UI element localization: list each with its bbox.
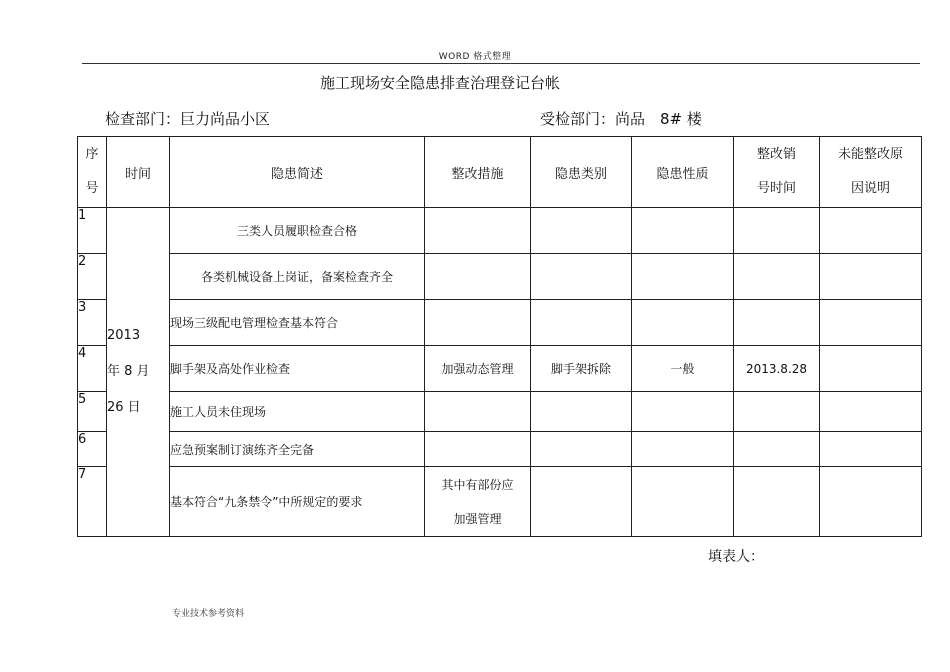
row-index: 1 xyxy=(78,208,107,254)
row-index: 6 xyxy=(78,432,107,467)
date-month: 年 8 月 xyxy=(107,364,150,379)
row-measures-line2: 加强管理 xyxy=(453,511,502,526)
page-footer: 专业技术参考资料 xyxy=(172,609,245,619)
inspection-date xyxy=(107,208,170,537)
row-measures: 加强动态管理 xyxy=(425,346,531,392)
date-day: 26 日 xyxy=(107,400,141,415)
row-measures xyxy=(425,300,531,346)
row-measures xyxy=(425,467,531,537)
date-year: 2013 xyxy=(107,328,141,343)
row-description: 现场三级配电管理检查基本符合 xyxy=(170,300,425,346)
row-reason xyxy=(820,432,922,467)
row-reason xyxy=(820,467,922,537)
form-filler-label: 填表人： xyxy=(708,549,764,565)
row-description: 施工人员未住现场 xyxy=(170,392,425,432)
header-rule xyxy=(82,63,920,64)
row-rectify-time xyxy=(734,467,820,537)
row-measures xyxy=(425,254,531,300)
row-category: 脚手架拆除 xyxy=(531,346,632,392)
row-index: 2 xyxy=(78,254,107,300)
table-row xyxy=(78,432,922,467)
row-reason xyxy=(820,208,922,254)
row-nature: 一般 xyxy=(632,346,734,392)
inspected-department: 受检部门：尚品 8# 楼 xyxy=(540,110,702,128)
header-category: 隐患类别 xyxy=(531,137,632,208)
table-header-row xyxy=(78,137,922,208)
row-description: 基本符合“九条禁令”中所规定的要求 xyxy=(170,467,425,537)
header-time: 时间 xyxy=(107,137,170,208)
header-description: 隐患简述 xyxy=(170,137,425,208)
page-header: WORD 格式整理 xyxy=(438,52,512,62)
row-category xyxy=(531,467,632,537)
header-reason xyxy=(820,137,922,208)
header-index-line1: 序 xyxy=(85,147,99,162)
row-measures xyxy=(425,432,531,467)
row-nature xyxy=(632,254,734,300)
document-title: 施工现场安全隐患排查治理登记台帐 xyxy=(319,74,560,92)
row-rectify-time xyxy=(734,208,820,254)
row-measures xyxy=(425,392,531,432)
table-row xyxy=(78,300,922,346)
row-rectify-time xyxy=(734,254,820,300)
header-reason-line1: 未能整改原 xyxy=(837,147,903,162)
row-category xyxy=(531,208,632,254)
header-index-line2: 号 xyxy=(85,181,99,196)
row-rectify-time xyxy=(734,392,820,432)
header-rectify-time xyxy=(734,137,820,208)
header-nature: 隐患性质 xyxy=(632,137,734,208)
row-category xyxy=(531,254,632,300)
row-nature xyxy=(632,208,734,254)
row-rectify-time xyxy=(734,300,820,346)
inspect-department: 检查部门：巨力尚品小区 xyxy=(105,110,271,128)
row-nature xyxy=(632,432,734,467)
header-rectify-time-line1: 整改销 xyxy=(756,147,796,162)
row-index: 3 xyxy=(78,300,107,346)
header-index xyxy=(78,137,107,208)
header-measures: 整改措施 xyxy=(425,137,531,208)
row-index: 4 xyxy=(78,346,107,392)
row-category xyxy=(531,432,632,467)
row-index: 7 xyxy=(78,467,107,537)
row-nature xyxy=(632,467,734,537)
hazard-ledger-table xyxy=(77,136,922,537)
table-row xyxy=(78,208,922,254)
row-reason xyxy=(820,346,922,392)
row-reason xyxy=(820,392,922,432)
header-rectify-time-line2: 号时间 xyxy=(756,181,796,196)
row-category xyxy=(531,392,632,432)
row-description: 应急预案制订演练齐全完备 xyxy=(170,432,425,467)
table-row xyxy=(78,254,922,300)
row-reason xyxy=(820,254,922,300)
table-row xyxy=(78,392,922,432)
table-row xyxy=(78,467,922,537)
row-measures-line1: 其中有部份应 xyxy=(441,477,514,492)
header-reason-line2: 因说明 xyxy=(850,181,890,196)
row-description: 脚手架及高处作业检查 xyxy=(170,346,425,392)
row-description: 三类人员履职检查合格 xyxy=(170,208,425,254)
row-nature xyxy=(632,300,734,346)
row-description: 各类机械设备上岗证，备案检查齐全 xyxy=(170,254,425,300)
row-reason xyxy=(820,300,922,346)
table-row xyxy=(78,346,922,392)
row-category xyxy=(531,300,632,346)
row-measures xyxy=(425,208,531,254)
row-rectify-time xyxy=(734,432,820,467)
row-rectify-time: 2013.8.28 xyxy=(734,346,820,392)
row-index: 5 xyxy=(78,392,107,432)
row-nature xyxy=(632,392,734,432)
